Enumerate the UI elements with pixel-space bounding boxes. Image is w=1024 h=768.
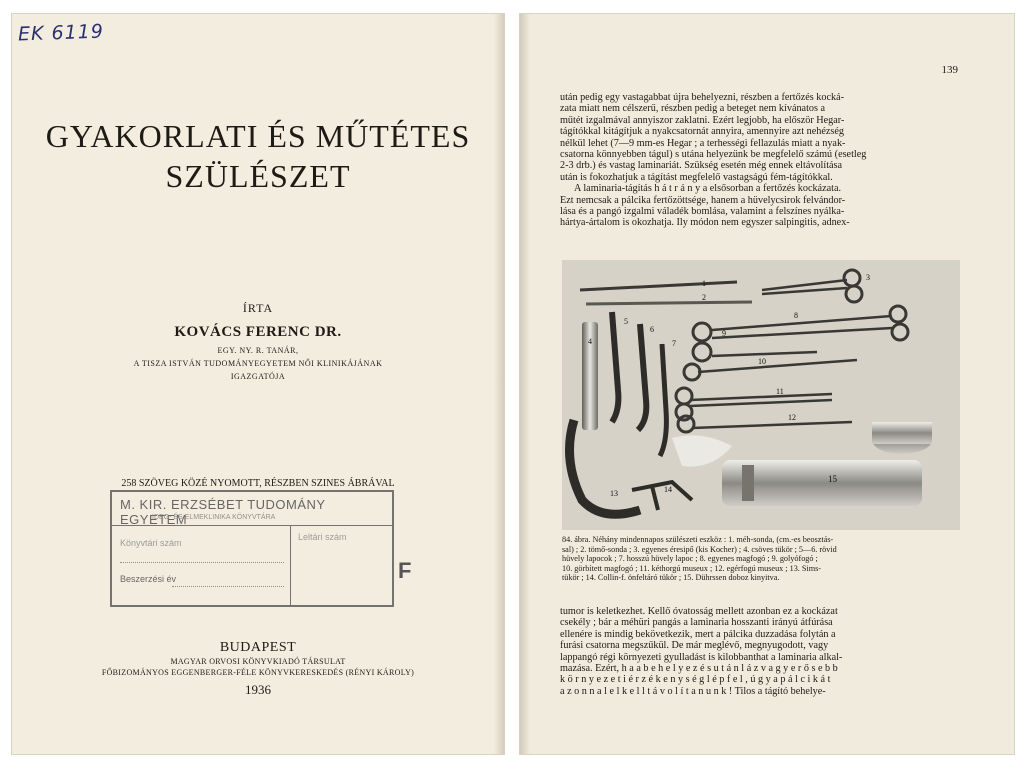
stamp-heading: M. KIR. ERZSÉBET TUDOMÁNY EGYETEM <box>120 497 326 527</box>
figure-label-4: 4 <box>588 337 592 346</box>
figure-label-7: 7 <box>672 339 676 348</box>
caption-line: 10. görbített magfogó ; 11. kéthorgú museux ; 12. egérfogú museux ; 13. Sims- <box>562 563 822 573</box>
illustrations-note: 258 SZÖVEG KÖZÉ NYOMOTT, RÉSZBEN SZINES ÁBRÁVAL <box>121 478 395 489</box>
stamp-subheading: IDEG- ÉS ELMEKLINIKA KÖNYVTÁRA <box>152 514 276 521</box>
figure-label-11: 11 <box>776 387 784 396</box>
stamp-dotted-line <box>172 586 284 587</box>
figure-label-1: 1 <box>702 279 706 288</box>
text-line: nélkül lehet (7—9 mm-es Hegar ; a terhességi fellazulás miatt a nyak- <box>560 137 846 149</box>
text-line: 2-3 drb.) és vastag laminariát. Szükség esetén még ennek eltávolítása <box>560 160 843 172</box>
caption-line: tükör ; 14. Collin-f. önfeltáró tükör ; 15. Dührssen doboz kinyitva. <box>562 573 780 583</box>
handwritten-shelfmark: EK 6119 <box>17 20 105 46</box>
caption-line: sal) ; 2. tömő-sonda ; 3. egyenes éresipő (kis Kocher) ; 4. csöves tükör ; 5—6. rövid <box>562 544 837 554</box>
figure-label-15: 15 <box>828 474 837 484</box>
text-line: zata miatt nem célszerű, részben pedig a beteget nem kívánatos a <box>560 103 826 115</box>
figure-label-5: 5 <box>624 317 628 326</box>
book-title-line2: SZÜLÉSZET <box>165 158 351 194</box>
caption-line: hüvely lapocok ; 7. hosszú hüvely lapoc ; 8. egyenes magfogó ; 9. golyófogó ; <box>562 554 818 564</box>
library-stamp <box>110 490 394 607</box>
stamp-mark: F <box>398 558 412 583</box>
publication-year: 1936 <box>245 682 271 697</box>
stamp-field-beszerzesi: Beszerzési év <box>120 574 177 584</box>
stamp-field-konyvtari: Könyvtári szám <box>120 538 182 548</box>
text-line: k ö r n y e z e t i é r z é k e n y s é g l é p f e l , ú g y a p á l c i k á t <box>560 674 831 686</box>
author-name: KOVÁCS FERENC DR. <box>174 324 342 340</box>
author-affiliation-line2: A TISZA ISTVÁN TUDOMÁNYEGYETEM NŐI KLINIKÁJÁNAK <box>133 359 383 368</box>
text-line: lása és a pangó izgalmi váladék bomlása, valamint a felszínes nyálka- <box>560 206 845 218</box>
publisher-line2: FŐBIZOMÁNYOS EGGENBERGER-FÉLE KÖNYVKERESKEDÉS (RÉNYI KÁROLY) <box>101 668 415 677</box>
text-line: műtét izgalmával annyiszor zaklatni. Ezért legjobb, ha először Hegar- <box>560 114 845 126</box>
text-line: tágítókkal kitágítjuk a nyakcsatornát annyira, amennyire azt nehézség <box>560 126 845 138</box>
figure-label-13: 13 <box>610 489 618 498</box>
text-line: csekély ; bár a méhüri pangás a laminaria hosszanti irányú átfúrása <box>560 617 833 629</box>
stamp-field-leltari: Leltári szám <box>298 532 347 542</box>
body-text-bottom <box>560 606 960 697</box>
text-line: a z o n n a l e l k e l l t á v o l í t a n u n k ! Tilos a tágító behelye- <box>560 685 826 697</box>
figure-caption <box>562 535 960 583</box>
author-affiliation-line3: IGAZGATÓJA <box>230 372 286 381</box>
by-label: ÍRTA <box>242 301 274 315</box>
text-line: furási csatorna megszűkül. De már meglévő, megnyugodott, vagy <box>560 640 829 652</box>
caption-line: 84. ábra. Néhány mindennapos szülészeti eszköz : 1. méh-sonda, (cm.-es beosztás- <box>562 535 834 544</box>
instruments-illustration <box>562 260 960 530</box>
stamp-divider <box>112 525 392 526</box>
text-line: Ezt nemcsak a pálcika fertőzöttsége, hanem a hüvelycsirok felvándor- <box>560 194 846 206</box>
right-page <box>520 14 1014 754</box>
stamp-dotted-line <box>120 562 284 563</box>
body-text-top <box>560 92 960 229</box>
figure-label-8: 8 <box>794 311 798 320</box>
publisher-line1: MAGYAR ORVOSI KÖNYVKIADÓ TÁRSULAT <box>170 657 346 666</box>
text-line: ellenére is mindig bekövetkezik, mert a pálcika duzzadása folytán a <box>560 628 836 640</box>
text-line: mazása. Ezért, h a a b e h e l y e z é s u t á n l á z v a g y e r ő s e b b <box>560 663 838 675</box>
text-line: után is fokozhatjuk a tágítást megfelelő vastagságú fém-tágítókkal. <box>560 171 833 183</box>
left-page <box>12 14 504 754</box>
text-line: lappangó régi környezeti gyulladást is kilobbanthat a laminaria alkal- <box>560 651 843 663</box>
page-number: 139 <box>941 64 958 76</box>
text-line: A laminaria-tágítás h á t r á n y a elsősorban a fertőzés kockázata. <box>574 183 842 195</box>
text-line: hártya-ártalom is okozhatja. Ily módon nem egyszer salpingitis, adnex- <box>560 217 850 229</box>
figure-label-6: 6 <box>650 325 654 334</box>
publication-city: BUDAPEST <box>219 640 297 655</box>
text-line: tumor is keletkezhet. Kellő óvatosság mellett azonban ez a kockázat <box>560 606 838 617</box>
author-affiliation-line1: EGY. NY. R. TANÁR, <box>217 346 299 355</box>
figure-label-9: 9 <box>722 329 726 338</box>
gutter-shadow-right <box>520 14 530 754</box>
stamp-vertical-divider <box>290 525 291 605</box>
figure-label-14: 14 <box>664 485 672 494</box>
book-title-line1: GYAKORLATI ÉS MŰTÉTES <box>45 118 471 154</box>
instruments-figure <box>562 260 960 530</box>
figure-label-2: 2 <box>702 293 706 302</box>
text-line: után pedig egy vastagabbat újra behelyezni, részben a fertőzés kocká- <box>560 92 844 103</box>
text-line: csatorna könnyebben tágul) s utána helyezünk be megfelelő számú (esetleg <box>560 149 867 161</box>
figure-label-12: 12 <box>788 413 796 422</box>
figure-label-3: 3 <box>866 273 870 282</box>
figure-label-10: 10 <box>758 357 766 366</box>
